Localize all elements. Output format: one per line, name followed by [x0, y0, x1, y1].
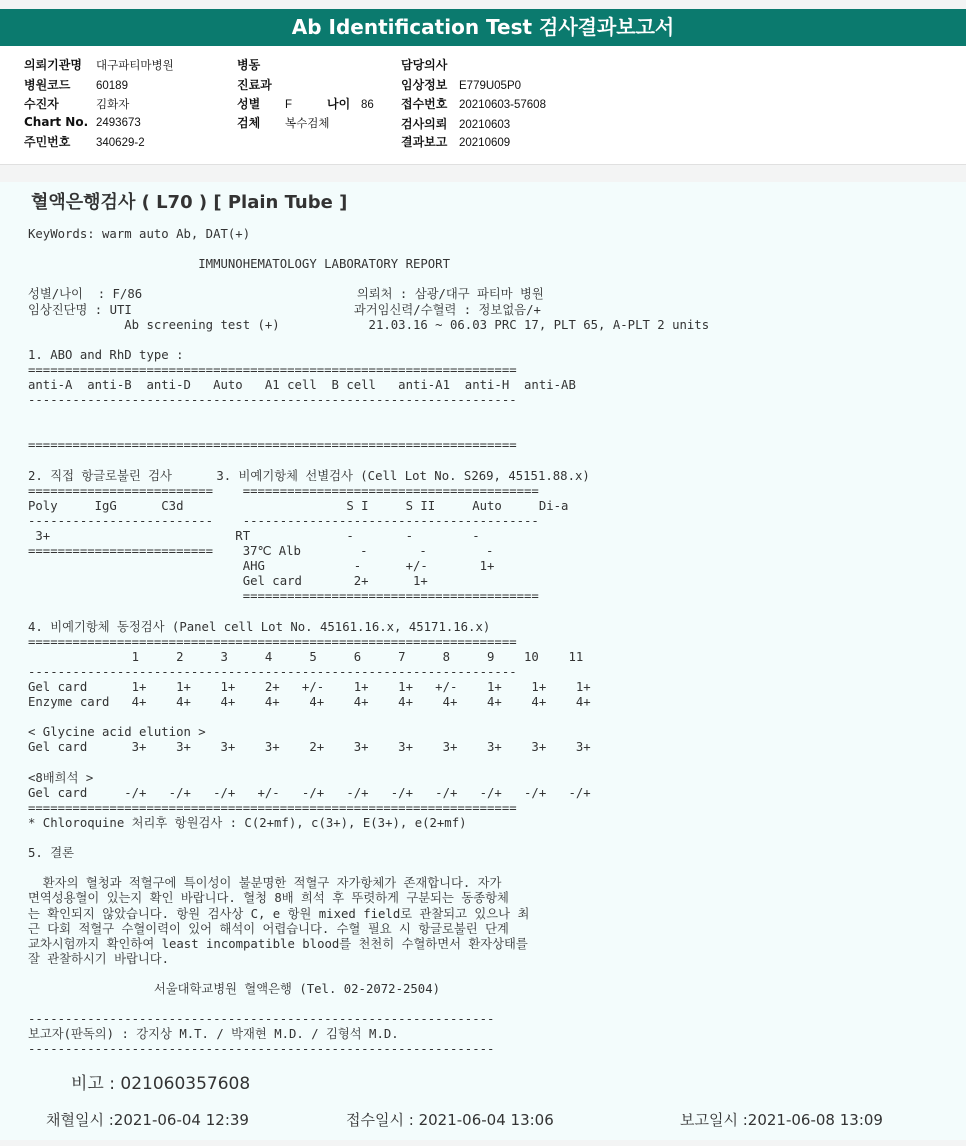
report-line: 성별/나이 : F/86 의뢰처 : 삼광/대구 파티마 병원 [28, 287, 544, 302]
info-clinical-info [401, 76, 521, 93]
info-ward [237, 56, 260, 73]
info-label: 접수번호 [401, 97, 448, 111]
report-line: --------------------------------------------------------------- [28, 1042, 495, 1057]
info-resident-no [24, 133, 145, 150]
info-label: 검사의뢰 [401, 117, 448, 131]
report-line: ------------------------------------------------------------------ [28, 393, 517, 408]
info-attending-doctor [401, 56, 459, 73]
info-label: 진료과 [237, 78, 272, 92]
info-value: 대구파티마병원 [96, 60, 174, 72]
report-line: 2. 직접 항글로불린 검사 3. 비예기항체 선별검사 (Cell Lot No. S269, 45151.88.x) [28, 468, 590, 483]
report-line: 5. 결론 [28, 846, 74, 861]
report-line: ================================================================== [28, 438, 517, 453]
report-line: 잘 관찰하시기 바랍니다. [28, 951, 169, 966]
info-label: 나이 [327, 97, 351, 111]
report-line: 1. ABO and RhD type : [28, 347, 184, 362]
report-line: ================================================================== [28, 634, 517, 649]
report-line: 교차시험까지 확인하여 least incompatible blood를 천천히 수혈하면서 환자상태를 [28, 936, 528, 951]
info-specimen [237, 114, 329, 131]
info-value: 86 [361, 99, 374, 111]
remark [71, 1069, 250, 1094]
info-result-report-date [401, 133, 510, 150]
info-requesting-institution [24, 56, 174, 73]
report-line: 4. 비예기항체 동정검사 (Panel cell Lot No. 45161.16.x, 45171.16.x) [28, 619, 491, 634]
report-line: ------------------------------------------------------------------ [28, 664, 517, 679]
info-label: 병동 [237, 58, 261, 72]
report-line: Enzyme card 4+ 4+ 4+ 4+ 4+ 4+ 4+ 4+ 4+ 4+ 4+ [28, 695, 591, 710]
info-patient-name [24, 95, 129, 112]
report-line: Gel card 2+ 1+ [28, 574, 428, 589]
report-line: AHG - +/- 1+ [28, 559, 495, 574]
info-label: 주민번호 [24, 135, 71, 149]
report-body [0, 182, 966, 1140]
collection-datetime [46, 1109, 249, 1130]
report-section-title: 혈액은행검사 ( L70 ) [ Plain Tube ] [31, 192, 348, 213]
receipt-datetime [346, 1109, 554, 1130]
info-chart-no [24, 115, 141, 129]
info-value: 김화자 [96, 99, 130, 111]
report-line: < Glycine acid elution > [28, 725, 206, 740]
report-line: ======================================== [28, 589, 539, 604]
report-line: Ab screening test (+) 21.03.16 ~ 06.03 PRC 17, PLT 65, A-PLT 2 units [28, 317, 710, 332]
report-line: 임상진단명 : UTI 과거임신력/수혈력 : 정보없음/+ [28, 302, 541, 317]
report-line: ------------------------- ---------------------------------------- [28, 513, 539, 528]
report-line: 면역성용혈이 있는지 확인 바랍니다. 혈청 8배 희석 후 뚜렷하게 구분되는 동종항체 [28, 891, 509, 906]
report-line: IMMUNOHEMATOLOGY LABORATORY REPORT [28, 257, 450, 272]
patient-info-panel [0, 46, 966, 165]
report-line: ================================================================== [28, 800, 517, 815]
report-line: --------------------------------------------------------------- [28, 1012, 495, 1027]
report-line: 3+ RT - - - [28, 529, 480, 543]
info-sex [237, 95, 292, 112]
report-line: 는 확인되지 않았습니다. 항원 검사상 C, e 항원 mixed field로 관찰되고 있으나 최 [28, 906, 530, 921]
info-label: 검체 [237, 116, 261, 130]
info-label: 임상정보 [401, 78, 448, 92]
report-line: Gel card -/+ -/+ -/+ +/- -/+ -/+ -/+ -/+ -/+ -/+ -/+ [28, 785, 591, 800]
info-receipt-no [401, 95, 546, 112]
collection-label: 채혈일시 : [46, 1111, 114, 1129]
report-line: ========================= ======================================== [28, 483, 539, 498]
collection-value: 2021-06-04 12:39 [113, 1111, 249, 1129]
info-test-request-date [401, 115, 510, 132]
report-line: KeyWords: warm auto Ab, DAT(+) [28, 227, 251, 241]
report-line: ========================= 37℃ Alb - - - [28, 544, 494, 559]
report-title-bar: Ab Identification Test 검사결과보고서 [0, 9, 966, 46]
info-label: 의뢰기관명 [24, 58, 82, 72]
info-label: 결과보고 [401, 135, 448, 149]
report-datetime [680, 1109, 883, 1130]
info-value: 340629-2 [96, 137, 145, 149]
info-label: 담당의사 [401, 58, 448, 72]
info-value: 60189 [96, 80, 128, 92]
receipt-label: 접수일시 : [346, 1111, 414, 1129]
info-hospital-code [24, 76, 128, 93]
report-line: 1 2 3 4 5 6 7 8 9 10 11 [28, 649, 584, 664]
remark-label: 비고 : [71, 1074, 115, 1094]
info-value: 20210609 [459, 137, 511, 149]
info-value: F [285, 99, 293, 111]
info-value: 2493673 [96, 117, 141, 129]
report-line: ================================================================== [28, 362, 517, 377]
info-department [237, 76, 272, 93]
info-value: 복수검체 [285, 118, 330, 130]
report-line: Poly IgG C3d S I S II Auto Di-a [28, 498, 569, 513]
report-datetime-value: 2021-06-08 13:09 [747, 1111, 883, 1129]
info-age [327, 95, 374, 112]
info-value: 20210603-57608 [459, 99, 546, 111]
report-line: anti-A anti-B anti-D Auto A1 cell B cell anti-A1 anti-H anti-AB [28, 378, 576, 392]
info-label: 수진자 [24, 97, 59, 111]
info-label: 병원코드 [24, 78, 71, 92]
receipt-value: 2021-06-04 13:06 [418, 1111, 554, 1129]
report-datetime-label: 보고일시 : [680, 1111, 748, 1129]
info-label: 성별 [237, 97, 261, 111]
report-line: 보고자(판독의) : 강지상 M.T. / 박재현 M.D. / 김형석 M.D. [28, 1027, 399, 1042]
report-line: * Chloroquine 처리후 항원검사 : C(2+mf), c(3+), E(3+), e(2+mf) [28, 815, 467, 830]
remark-value: 021060357608 [120, 1074, 251, 1094]
info-label: Chart No. [24, 115, 89, 129]
report-line: 근 다회 적혈구 수혈이력이 있어 해석이 어렵습니다. 수혈 필요 시 항글로불린 단계 [28, 921, 509, 936]
info-value: E779U05P0 [459, 80, 522, 92]
report-line: <8배희석 > [28, 770, 94, 785]
info-value: 20210603 [459, 119, 511, 131]
report-line: 환자의 혈청과 적혈구에 특이성이 불분명한 적혈구 자가항체가 존재합니다. 자가 [28, 876, 502, 891]
report-line: 서울대학교병원 혈액은행 (Tel. 02-2072-2504) [28, 982, 440, 996]
report-line: Gel card 3+ 3+ 3+ 3+ 2+ 3+ 3+ 3+ 3+ 3+ 3+ [28, 740, 591, 755]
report-line: Gel card 1+ 1+ 1+ 2+ +/- 1+ 1+ +/- 1+ 1+ 1+ [28, 680, 591, 694]
